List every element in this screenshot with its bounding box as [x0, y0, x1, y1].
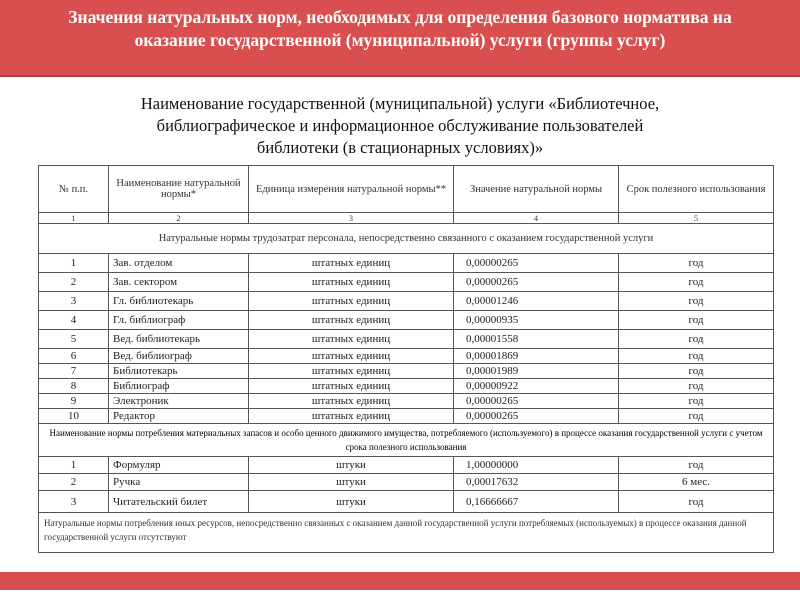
table-body [39, 224, 774, 553]
page-title: Значения натуральных норм, необходимых для определения базового норматива на оказание государственной (муниципальной) услуги (группы услуг) [68, 7, 732, 50]
table-row [39, 292, 774, 311]
norm-unit: штатных единиц [249, 364, 454, 379]
norm-unit: штатных единиц [249, 409, 454, 424]
norm-value: 0,00000265 [454, 273, 619, 292]
norm-name: Гл. библиограф [109, 311, 249, 330]
useful-life: год [619, 311, 774, 330]
norm-value: 0,00000265 [454, 409, 619, 424]
column-number: 4 [454, 213, 619, 224]
table-row [39, 349, 774, 364]
norm-unit: штатных единиц [249, 273, 454, 292]
useful-life: год [619, 273, 774, 292]
section-materials-title: Наименование нормы потребления материальных запасов и особо ценного движимого имущества, потребляемого (используемого) в процессе оказания государственной услуги с учетом срока полезного использования [39, 424, 774, 457]
norm-name: Зав. отделом [109, 254, 249, 273]
norm-name: Ручка [109, 474, 249, 491]
norm-value: 0,00000265 [454, 254, 619, 273]
table-row [39, 457, 774, 474]
norm-name: Гл. библиотекарь [109, 292, 249, 311]
norm-unit: штуки [249, 474, 454, 491]
row-number: 1 [39, 254, 109, 273]
norm-name: Вед. библиограф [109, 349, 249, 364]
norm-name: Библиограф [109, 379, 249, 394]
row-number: 1 [39, 457, 109, 474]
norm-value: 0,00000265 [454, 394, 619, 409]
norm-unit: штуки [249, 457, 454, 474]
section-labor-norms [39, 224, 774, 254]
table-row [39, 330, 774, 349]
header-term: Срок полезного использования [619, 166, 774, 213]
norm-name: Электроник [109, 394, 249, 409]
useful-life: год [619, 364, 774, 379]
norms-table [38, 165, 774, 553]
useful-life: год [619, 457, 774, 474]
norm-name: Читательский билет [109, 491, 249, 513]
header-no: № п.п. [39, 166, 109, 213]
title-banner [0, 0, 800, 77]
column-number: 2 [109, 213, 249, 224]
service-name-line-2: библиографическое и информационное обслуживание пользователей [156, 116, 644, 135]
useful-life: год [619, 292, 774, 311]
norm-unit: штатных единиц [249, 394, 454, 409]
row-number: 7 [39, 364, 109, 379]
useful-life: год [619, 349, 774, 364]
norm-name: Вед. библиотекарь [109, 330, 249, 349]
header-value: Значение натуральной нормы [454, 166, 619, 213]
service-name [60, 93, 740, 159]
norm-unit: штатных единиц [249, 330, 454, 349]
useful-life: 6 мес. [619, 474, 774, 491]
useful-life: год [619, 394, 774, 409]
norm-unit: штатных единиц [249, 311, 454, 330]
norm-unit: штатных единиц [249, 349, 454, 364]
service-name-line-1: Наименование государственной (муниципальной) услуги «Библиотечное, [140, 94, 660, 113]
footer-bar [0, 572, 800, 590]
table-row [39, 364, 774, 379]
table-row [39, 254, 774, 273]
norm-value: 0,00001869 [454, 349, 619, 364]
table-row [39, 491, 774, 513]
useful-life: год [619, 379, 774, 394]
column-number: 5 [619, 213, 774, 224]
section-labor-title: Натуральные нормы трудозатрат персонала, непосредственно связанного с оказанием государственной услуги [39, 224, 774, 254]
useful-life: год [619, 409, 774, 424]
table-row [39, 474, 774, 491]
norms-table-wrapper [38, 165, 773, 553]
norm-value: 0,00017632 [454, 474, 619, 491]
header-name: Наименование натуральной нормы* [109, 166, 249, 213]
norm-value: 0,00000935 [454, 311, 619, 330]
useful-life: год [619, 491, 774, 513]
norm-unit: штатных единиц [249, 379, 454, 394]
table-row [39, 394, 774, 409]
norm-unit: штатных единиц [249, 292, 454, 311]
norm-value: 0,00001558 [454, 330, 619, 349]
norm-value: 0,16666667 [454, 491, 619, 513]
column-number: 1 [39, 213, 109, 224]
norm-unit: штуки [249, 491, 454, 513]
norm-name: Библиотекарь [109, 364, 249, 379]
row-number: 9 [39, 394, 109, 409]
norm-value: 0,00001989 [454, 364, 619, 379]
row-number: 5 [39, 330, 109, 349]
table-row [39, 409, 774, 424]
norm-value: 0,00001246 [454, 292, 619, 311]
row-number: 3 [39, 292, 109, 311]
norm-name: Зав. сектором [109, 273, 249, 292]
column-number: 3 [249, 213, 454, 224]
norm-name: Формуляр [109, 457, 249, 474]
footer-note: Натуральные нормы потребления иных ресурсов, непосредственно связанных с оказанием данной государственной услуги потребляемых (используемых) в процессе оказания данной государственной услуги отсутствуют [39, 513, 774, 553]
useful-life: год [619, 254, 774, 273]
table-row [39, 273, 774, 292]
table-row [39, 311, 774, 330]
row-number: 8 [39, 379, 109, 394]
row-number: 3 [39, 491, 109, 513]
section-materials-norms [39, 424, 774, 457]
row-number: 2 [39, 273, 109, 292]
service-name-line-3: библиотеки (в стационарных условиях)» [256, 138, 544, 157]
column-number-row [39, 213, 774, 224]
row-number: 10 [39, 409, 109, 424]
footer-note-row [39, 513, 774, 553]
norm-unit: штатных единиц [249, 254, 454, 273]
useful-life: год [619, 330, 774, 349]
norm-value: 0,00000922 [454, 379, 619, 394]
table-header-row [39, 166, 774, 213]
table-row [39, 379, 774, 394]
row-number: 6 [39, 349, 109, 364]
norm-value: 1,00000000 [454, 457, 619, 474]
norm-name: Редактор [109, 409, 249, 424]
row-number: 4 [39, 311, 109, 330]
header-unit: Единица измерения натуральной нормы** [249, 166, 454, 213]
row-number: 2 [39, 474, 109, 491]
